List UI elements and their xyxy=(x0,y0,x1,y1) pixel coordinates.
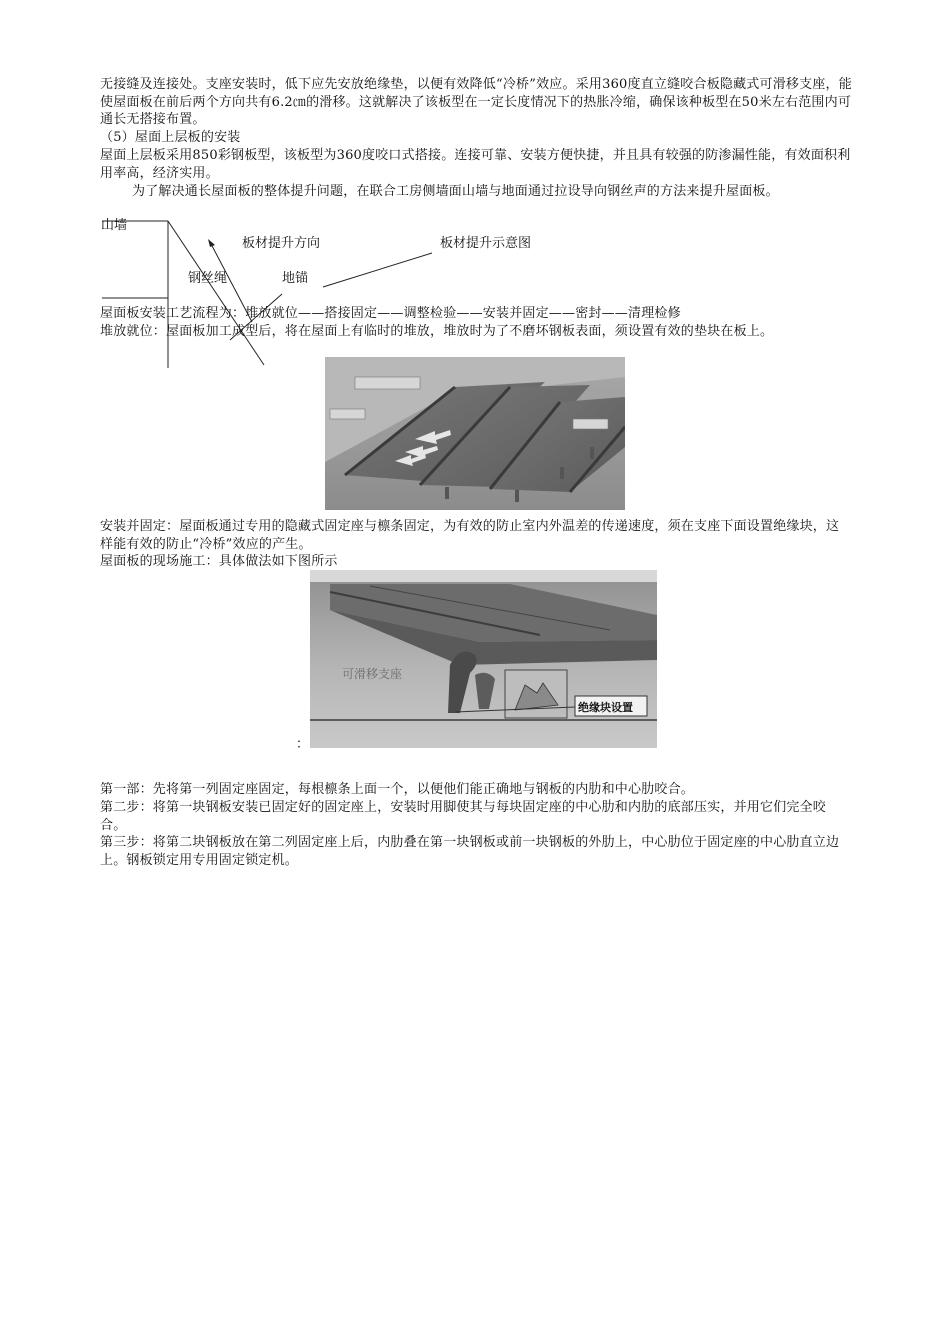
sliding-support-photo xyxy=(310,570,657,748)
paragraph-stacking: 堆放就位：屋面板加工成型后，将在屋面上有临时的堆放，堆放时为了不磨坏钢板表面，须设置有效的垫块在板上。 xyxy=(100,324,774,339)
diagram-title-label: 板材提升示意图 xyxy=(440,236,532,251)
paragraph-support-install: 无接缝及连接处。支座安装时，低下应先安放绝缘垫，以便有效降低“冷桥”效应。采用360度直立缝咬合板隐藏式可滑移支座，能使屋面板在前后两个方向共有6.2㎝的滑移。这就解决了该板型在一定长度情况下的热胀冷缩，确保该种板型在50米左右范围内可通长无搭接布置。 xyxy=(100,77,852,128)
photo-label-sliding-support: 可滑移支座 xyxy=(342,667,403,681)
diagram-direction-label: 板材提升方向 xyxy=(242,236,321,251)
paragraph-step-three: 第三步：将第二块钢板放在第二列固定座上后，内肋叠在第一块钢板或前一块钢板的外肋上，中心肋位于固定座的中心肋直立边上。钢板锁定用专用固定锁定机。 xyxy=(100,835,840,868)
diagram-rope-label: 钢丝绳 xyxy=(188,271,228,286)
paragraph-step-two: 第二步：将第一块钢板安装已固定好的固定座上，安装时用脚使其与每块固定座的中心肋和内肋的底部压实，并用它们完全咬合。 xyxy=(100,800,827,833)
colon-mark: ： xyxy=(296,737,310,752)
paragraph-lifting-method: 为了解决通长屋面板的整体提升问题，在联合工房侧墙面山墙与地面通过拉设导向钢丝声的方法来提升屋面板。 xyxy=(132,184,779,199)
section-heading-upper-panel: （5）屋面上层板的安装 xyxy=(100,130,241,145)
paragraph-step-one: 第一部：先将第一列固定座固定，每根檩条上面一个，以便他们能正确地与钢板的内肋和中心肋咬合。 xyxy=(100,782,695,797)
paragraph-process-flow: 屋面板安装工艺流程为：堆放就位——搭接固定——调整检验——安装并固定——密封——清理检修 xyxy=(100,306,681,321)
roof-panel-photo xyxy=(325,357,625,510)
paragraph-site-construction: 屋面板的现场施工：具体做法如下图所示 xyxy=(100,554,338,569)
paragraph-upper-panel: 屋面上层板采用850彩钢板型，该板型为360度咬口式搭接。连接可靠、安装方便快捷，并且具有较强的防渗漏性能，有效面积利用率高，经济实用。 xyxy=(100,148,851,181)
diagram-anchor-label: 地锚 xyxy=(282,271,309,286)
paragraph-install-fix: 安装并固定：屋面板通过专用的隐藏式固定座与檩条固定，为有效的防止室内外温差的传递速度，须在支座下面设置绝缘块，这样能有效的防止“冷桥”效应的产生。 xyxy=(100,519,840,552)
photo-label-insulation: 绝缘块设置 xyxy=(578,701,633,714)
diagram-wall-label: 山墙 xyxy=(101,218,128,233)
